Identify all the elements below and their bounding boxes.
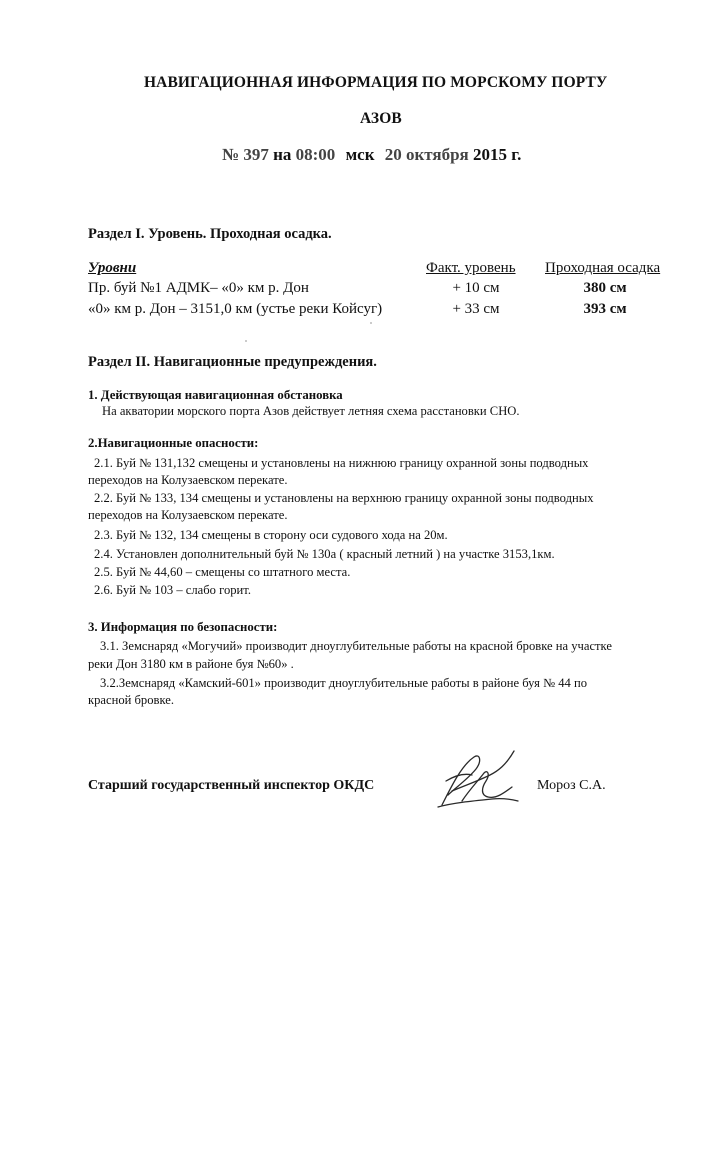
sub3-line: реки Дон 3180 км в районе буя №60» . — [88, 657, 294, 671]
sub3-line: красной бровке. — [88, 693, 175, 707]
sub2-line: 2.5. Буй № 44,60 – смещены со штатного места. — [94, 565, 351, 579]
row2-name: «0» км р. Дон – 3151,0 км (устье реки Койсуг) — [88, 301, 383, 317]
timezone: мск — [345, 145, 375, 164]
sub3-heading: 3. Информация по безопасности: — [88, 620, 278, 634]
sub2-line: 2.3. Буй № 132, 134 смещены в сторону оси судового хода на 20м. — [94, 528, 448, 542]
row2-level: + 33 см — [452, 301, 500, 317]
issue-time: 08:00 — [295, 145, 336, 164]
scan-artefact — [245, 340, 247, 342]
row1-level: + 10 см — [452, 280, 500, 296]
sub2-line: 2.4. Установлен дополнительный буй № 130а ( красный летний ) на участке 3153,1км. — [94, 547, 555, 561]
sub2-line: переходов на Колузаевском перекате. — [88, 508, 288, 522]
row2-draft: 393 см — [583, 301, 627, 317]
doc-title-line1: НАВИГАЦИОННАЯ ИНФОРМАЦИЯ ПО МОРСКОМУ ПОРТУ — [144, 74, 608, 91]
sub3-line: 3.1. Земснаряд «Могучий» производит дноуглубительные работы на красной бровке на участке — [100, 639, 612, 653]
sub3-line: 3.2.Земснаряд «Камский-601» производит дноуглубительные работы в районе буя № 44 по — [100, 676, 588, 690]
scan-artefact — [370, 322, 372, 324]
sub1-text: На акватории морского порта Азов действует летняя схема расстановки СНО. — [102, 404, 520, 418]
sub2-line: переходов на Колузаевском перекате. — [88, 473, 288, 487]
issue-year: 2015 г. — [473, 145, 522, 164]
doc-title-line2: АЗОВ — [360, 110, 402, 127]
col-draft-header: Проходная осадка — [545, 260, 661, 276]
issue-date: 20 октября — [384, 145, 469, 164]
signer-position: Старший государственный инспектор ОКДС — [88, 778, 375, 793]
sub2-line: 2.6. Буй № 103 – слабо горит. — [94, 583, 251, 597]
row1-name: Пр. буй №1 АДМК– «0» км р. Дон — [88, 280, 309, 296]
col-fact-level-header: Факт. уровень — [426, 260, 516, 276]
section2-heading: Раздел II. Навигационные предупреждения. — [88, 354, 377, 370]
handwritten-signature — [432, 745, 524, 815]
issue-number: № 397 — [222, 145, 269, 164]
row1-draft: 380 см — [583, 280, 627, 296]
col-levels-header: Уровни — [88, 260, 137, 276]
sub2-heading: 2.Навигационные опасности: — [88, 436, 259, 450]
sub1-heading: 1. Действующая навигационная обстановка — [88, 388, 343, 402]
section1-heading: Раздел I. Уровень. Проходная осадка. — [88, 226, 332, 242]
sub2-line: 2.2. Буй № 133, 134 смещены и установлены на верхнюю границу охранной зоны подводных — [94, 491, 594, 505]
signer-name: Мороз С.А. — [537, 778, 606, 793]
on-label: на — [273, 145, 292, 164]
issue-date-line — [222, 145, 521, 165]
sub2-line: 2.1. Буй № 131,132 смещены и установлены на нижнюю границу охранной зоны подводных — [94, 456, 589, 470]
